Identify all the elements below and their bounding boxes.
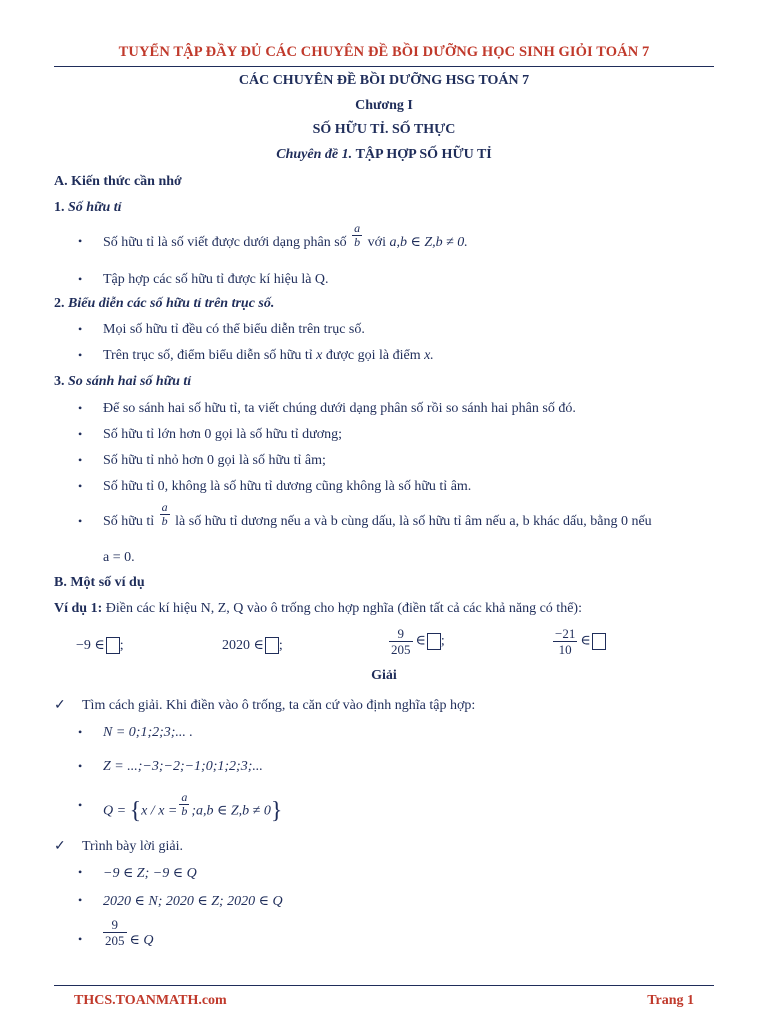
ex1-item-2-text: 2020 ∈ <box>222 638 264 653</box>
answer-1-text: −9 ∈ Z; −9 ∈ Q <box>103 866 197 881</box>
check-icon: ✓ <box>54 698 66 713</box>
subsection-3-num: 3. <box>54 374 65 389</box>
set-q: • Q = {x / x = $\frac{a}{b}$ ;a,b ∈ Z,b ≠ 0} <box>78 790 283 824</box>
frac-numerator: a <box>354 221 361 236</box>
s2-b2-mid: được gọi là điểm <box>325 348 421 363</box>
s3-bullet-2 <box>78 427 343 443</box>
fraction-a-over-b <box>160 501 170 528</box>
topic-title: TẬP HỢP SỐ HỮU TỈ <box>355 147 492 162</box>
frac-numerator: a <box>161 500 168 515</box>
check-icon: ✓ <box>54 839 66 854</box>
footer-rule <box>54 985 714 986</box>
check-2-text: Trình bày lời giải. <box>82 839 184 854</box>
subsection-2-title: Biểu diễn các số hữu tỉ trên trục số. <box>68 296 275 311</box>
s2-b1-text: Mọi số hữu tỉ đều có thể biểu diễn trên trục số. <box>103 322 365 337</box>
bullet-icon: • <box>78 348 83 362</box>
bullet-icon: • <box>78 932 83 946</box>
bullet-icon: • <box>78 479 83 493</box>
set-q-pre: Q = <box>103 803 130 819</box>
s1-b1-text: Số hữu tỉ là số viết được dưới dạng phân số <box>103 235 347 250</box>
ex1-item-1-text: −9 ∈ <box>76 638 105 653</box>
topic-label: Chuyên đề 1. <box>276 147 353 162</box>
ex1-item-4: $\frac{-21}{10}$ ∈ <box>550 626 606 657</box>
answer-1 <box>78 865 197 882</box>
s2-bullet-1 <box>78 322 365 338</box>
subsection-2-heading <box>54 296 274 312</box>
subsection-1-heading <box>54 200 122 216</box>
set-n-text: N = 0;1;2;3;... . <box>103 725 193 740</box>
s1-bullet-1 <box>78 221 468 251</box>
s3-b1-text: Để so sánh hai số hữu tỉ, ta viết chúng dưới dạng phân số rồi so sánh hai phân số đó. <box>103 401 576 416</box>
answer-box[interactable] <box>427 633 441 650</box>
page-header: TUYỂN TẬP ĐẦY ĐỦ CÁC CHUYÊN ĐỀ BỒI DƯỠNG HỌC SINH GIỎI TOÁN 7 <box>118 44 650 60</box>
s3-b3-text: Số hữu tỉ nhỏ hơn 0 gọi là số hữu tỉ âm; <box>103 453 326 468</box>
s3-bullet-3 <box>78 453 326 469</box>
s3-b4-text: Số hữu tỉ 0, không là số hữu tỉ dương cũng không là số hữu tỉ âm. <box>103 479 472 494</box>
frac-denominator: b <box>161 514 168 529</box>
footer-site-link[interactable]: THCS.TOANMATH.com <box>74 993 227 1008</box>
bullet-icon: • <box>78 725 83 739</box>
answer-3-post: ∈ Q <box>129 933 154 948</box>
set-q-inner-1: x / x = <box>141 803 178 819</box>
s1-bullet-2 <box>78 272 329 288</box>
example-1-text: Điền các kí hiệu N, Z, Q vào ô trống cho hợp nghĩa (điền tất cả các khả năng có thể): <box>105 601 582 616</box>
ex1-item-3: $\frac{9}{205}$ ∈ ; <box>391 626 445 657</box>
s3-b5-continuation: a = 0. <box>103 550 135 565</box>
fraction-a-over-b: $\frac{a}{b}$ <box>181 790 188 818</box>
chapter-title: SỐ HỮU TỈ. SỐ THỰC <box>312 122 456 137</box>
s3-bullet-5 <box>78 500 652 530</box>
answer-box[interactable] <box>106 637 120 654</box>
fraction-a-over-b <box>352 222 362 249</box>
s1-b1-cond: a,b ∈ Z,b ≠ 0. <box>389 235 468 250</box>
bullet-icon: • <box>78 759 83 773</box>
answer-2-text: 2020 ∈ N; 2020 ∈ Z; 2020 ∈ Q <box>103 894 283 909</box>
bullet-icon: • <box>78 234 83 248</box>
example-1-label: Ví dụ 1: <box>54 601 103 616</box>
solution-title: Giải <box>371 668 397 683</box>
s3-b5-pre: Số hữu tỉ <box>103 514 155 529</box>
s3-bullet-4 <box>78 479 472 495</box>
doc-title: CÁC CHUYÊN ĐỀ BỒI DƯỠNG HSG TOÁN 7 <box>238 73 530 88</box>
set-n <box>78 725 193 741</box>
section-b-heading: B. Một số ví dụ <box>54 575 145 590</box>
ex1-item-1: −9 ∈ ; <box>76 638 124 653</box>
header-rule <box>54 66 714 67</box>
s3-b5-post: là số hữu tỉ dương nếu a và b cùng dấu, là số hữu tỉ âm nếu a, b khác dấu, bằng 0 nếu <box>175 514 652 529</box>
bullet-icon: • <box>78 453 83 467</box>
subsection-3-title: So sánh hai số hữu tỉ <box>68 374 192 389</box>
bullet-icon: • <box>78 865 83 879</box>
set-z <box>78 759 263 775</box>
subsection-2-num: 2. <box>54 296 65 311</box>
bullet-icon: • <box>78 322 83 336</box>
s2-b2-x1: x <box>316 348 323 363</box>
answer-3 <box>78 917 154 949</box>
fraction-neg21-over-10: $\frac{-21}{10}$ <box>555 626 576 657</box>
frac-denominator: b <box>354 235 361 250</box>
bullet-icon: • <box>78 401 83 415</box>
s1-b1-mid: với <box>367 235 386 250</box>
chapter-label: Chương I <box>355 98 413 113</box>
bullet-icon: • <box>78 272 83 286</box>
bullet-icon: • <box>78 514 83 528</box>
fraction-9-over-205: $\frac{9}{205}$ <box>105 917 125 949</box>
ex1-item-2: 2020 ∈ ; <box>222 638 283 653</box>
set-q-inner-2: ;a,b ∈ Z,b ≠ 0 <box>191 803 271 819</box>
answer-box[interactable] <box>265 637 279 654</box>
topic-heading <box>0 147 768 163</box>
fraction-9-over-205: $\frac{9}{205}$ <box>391 626 411 657</box>
section-a-heading: A. Kiến thức cần nhớ <box>54 174 182 189</box>
set-z-text: Z = ...;−3;−2;−1;0;1;2;3;... <box>103 759 263 774</box>
answer-2 <box>78 893 283 910</box>
check-1-text: Tìm cách giải. Khi điền vào ô trống, ta căn cứ vào định nghĩa tập hợp: <box>82 698 476 713</box>
s3-b2-text: Số hữu tỉ lớn hơn 0 gọi là số hữu tỉ dương; <box>103 427 343 442</box>
subsection-3-heading <box>54 374 191 390</box>
example-1 <box>54 601 582 617</box>
bullet-icon: • <box>78 798 83 812</box>
subsection-1-num: 1. <box>54 200 65 215</box>
bullet-icon: • <box>78 427 83 441</box>
page-number: Trang 1 <box>647 993 694 1008</box>
s1-b2-text: Tập hợp các số hữu tỉ được kí hiệu là Q. <box>103 272 329 287</box>
answer-box[interactable] <box>592 633 606 650</box>
s2-bullet-2 <box>78 348 434 364</box>
s2-b2-x2: x. <box>424 348 434 363</box>
bullet-icon: • <box>78 893 83 907</box>
s2-b2-pre: Trên trục số, điểm biểu diễn số hữu tỉ <box>103 348 313 363</box>
subsection-1-title: Số hữu tỉ <box>68 200 122 215</box>
s3-bullet-1 <box>78 401 576 417</box>
